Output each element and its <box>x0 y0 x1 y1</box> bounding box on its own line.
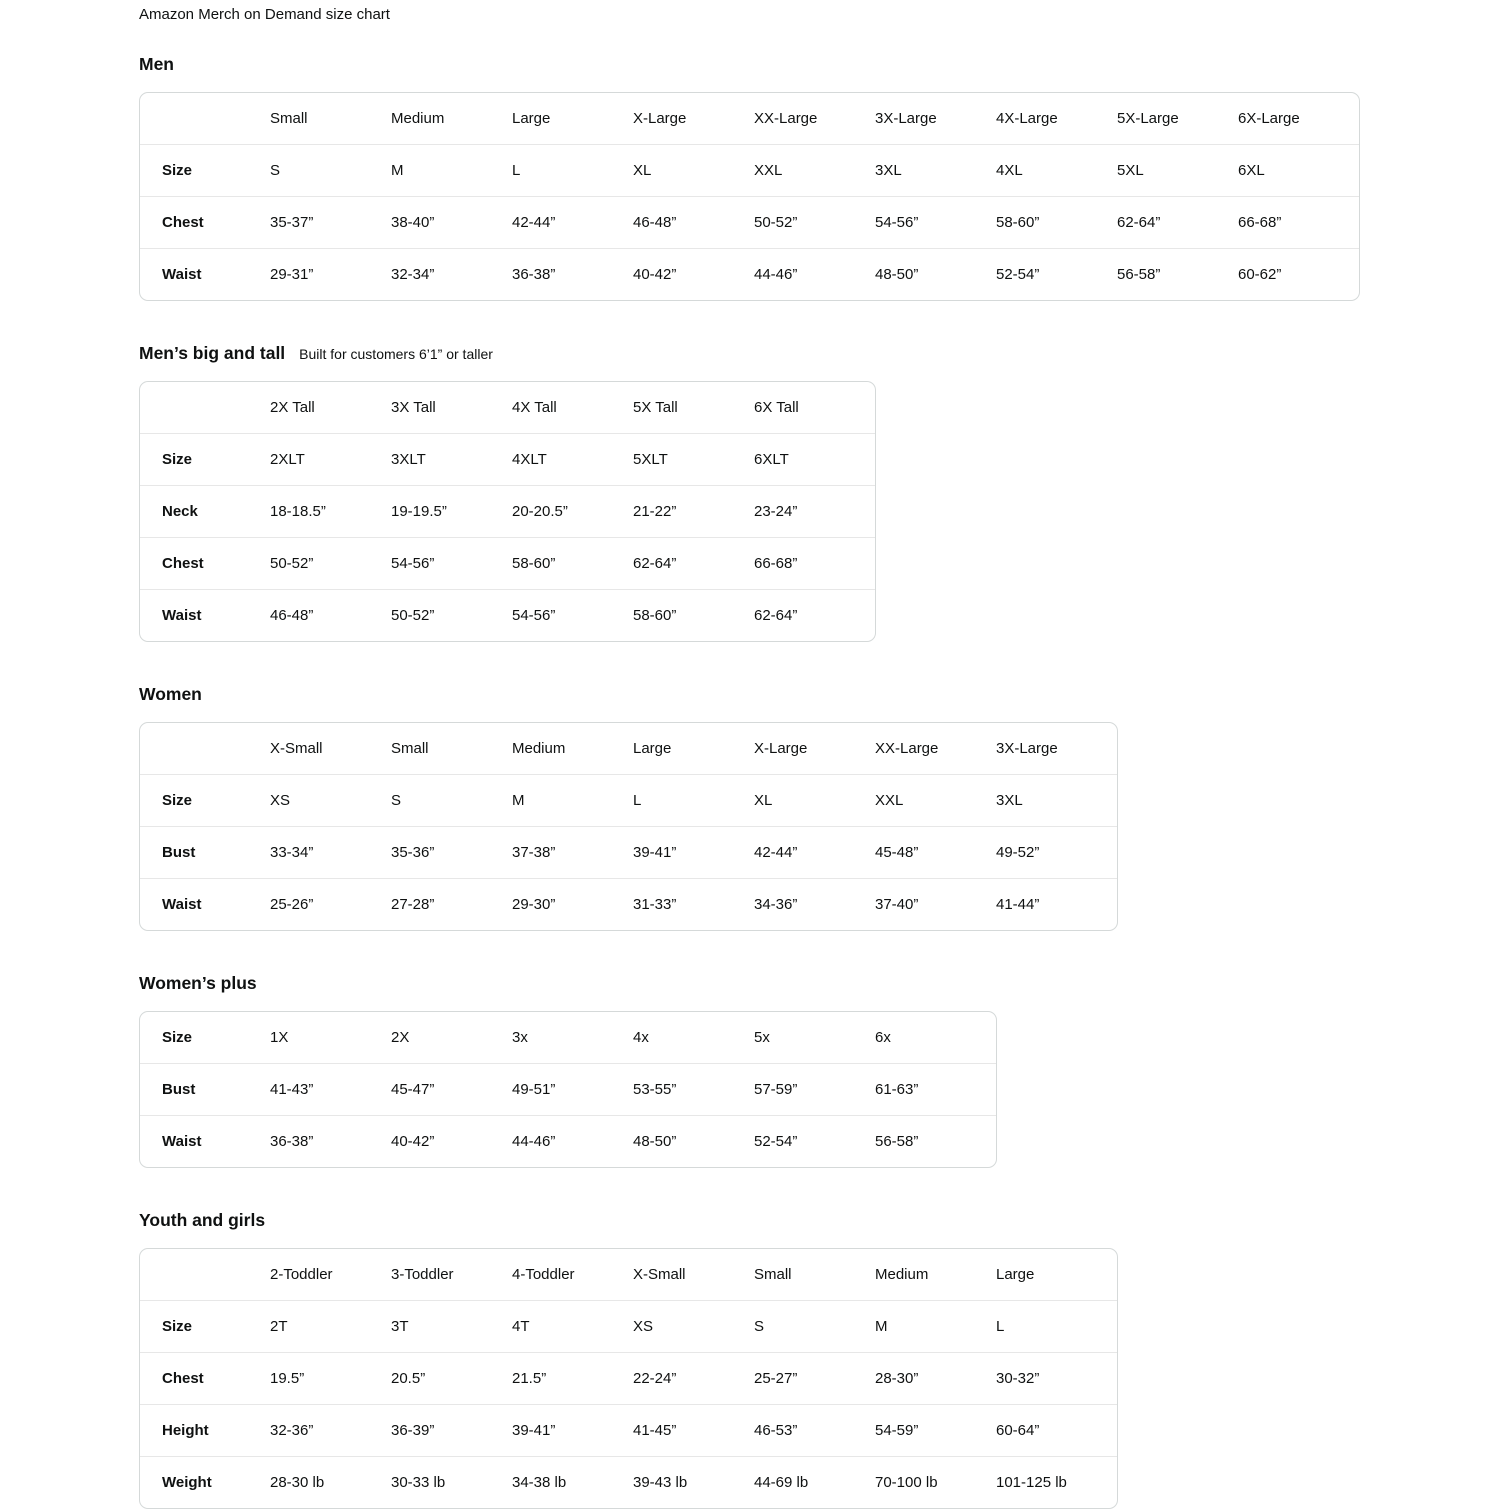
row-label-cell: Size <box>162 451 193 468</box>
corner-cell <box>140 723 270 775</box>
table-row <box>140 1301 1117 1353</box>
value-cell: 66-68” <box>754 555 798 572</box>
value-cell: 30-32” <box>996 1370 1040 1387</box>
column-header-cell: 3X-Large <box>875 110 937 127</box>
row-label-cell: Chest <box>162 555 204 572</box>
value-cell: 37-40” <box>875 896 919 913</box>
value-cell: 39-43 lb <box>633 1474 688 1491</box>
value-cell: 30-33 lb <box>391 1474 446 1491</box>
value-cell: 62-64” <box>754 607 798 624</box>
value-cell: 48-50” <box>875 266 919 283</box>
column-header-cell: 3X-Large <box>996 740 1058 757</box>
table-row <box>140 1116 996 1168</box>
value-cell: XS <box>270 792 291 809</box>
column-header-cell: Medium <box>875 1266 929 1283</box>
column-header-cell: 4X-Large <box>996 110 1058 127</box>
column-header-cell: Large <box>633 740 672 757</box>
row-label-cell: Size <box>162 792 193 809</box>
value-cell: 35-36” <box>391 844 435 861</box>
size-table-men <box>139 92 1360 301</box>
value-cell: 33-34” <box>270 844 314 861</box>
value-cell: 48-50” <box>633 1133 677 1150</box>
value-cell: 32-34” <box>391 266 435 283</box>
value-cell: 40-42” <box>633 266 677 283</box>
value-cell: 3XL <box>875 162 902 179</box>
column-header-cell: 4X Tall <box>512 399 557 416</box>
value-cell: XXL <box>875 792 904 809</box>
value-cell: 56-58” <box>875 1133 919 1150</box>
value-cell: 5x <box>754 1029 770 1046</box>
value-cell: 38-40” <box>391 214 435 231</box>
value-cell: XL <box>754 792 773 809</box>
column-header-cell: 6X-Large <box>1238 110 1300 127</box>
column-header-cell: 2X Tall <box>270 399 315 416</box>
row-label-cell: Waist <box>162 266 202 283</box>
row-label-cell: Waist <box>162 1133 202 1150</box>
value-cell: 50-52” <box>754 214 798 231</box>
value-cell: 36-39” <box>391 1422 435 1439</box>
value-cell: 49-51” <box>512 1081 556 1098</box>
value-cell: L <box>512 162 521 179</box>
value-cell: 41-44” <box>996 896 1040 913</box>
column-header-cell: 3X Tall <box>391 399 436 416</box>
row-label-cell: Bust <box>162 1081 196 1098</box>
column-header-cell: 5X-Large <box>1117 110 1179 127</box>
value-cell: 36-38” <box>270 1133 314 1150</box>
value-cell: 29-31” <box>270 266 314 283</box>
value-cell: 6x <box>875 1029 891 1046</box>
value-cell: 4XLT <box>512 451 547 468</box>
size-table-women <box>139 722 1118 931</box>
value-cell: 20-20.5” <box>512 503 568 520</box>
table-row <box>140 145 1359 197</box>
value-cell: 5XLT <box>633 451 668 468</box>
value-cell: 46-48” <box>270 607 314 624</box>
value-cell: 66-68” <box>1238 214 1282 231</box>
value-cell: 2T <box>270 1318 288 1335</box>
value-cell: 3XL <box>996 792 1023 809</box>
row-label-cell: Size <box>162 1318 193 1335</box>
section-heading <box>139 341 1499 367</box>
value-cell: M <box>875 1318 888 1335</box>
value-cell: 19-19.5” <box>391 503 447 520</box>
value-cell: 54-59” <box>875 1422 919 1439</box>
value-cell: 18-18.5” <box>270 503 326 520</box>
table-row <box>140 1405 1117 1457</box>
value-cell: 46-53” <box>754 1422 798 1439</box>
column-header-cell: 2-Toddler <box>270 1266 333 1283</box>
value-cell: 36-38” <box>512 266 556 283</box>
value-cell: 4XL <box>996 162 1023 179</box>
size-chart-section-women <box>139 682 1499 931</box>
value-cell: 19.5” <box>270 1370 305 1387</box>
value-cell: 62-64” <box>1117 214 1161 231</box>
value-cell: 21.5” <box>512 1370 547 1387</box>
section-heading-text: Men <box>139 54 174 74</box>
section-subtitle-text: Built for customers 6’1” or taller <box>299 346 493 362</box>
column-header-row <box>140 1249 1117 1301</box>
row-label-cell: Size <box>162 162 193 179</box>
value-cell: 58-60” <box>996 214 1040 231</box>
value-cell: 58-60” <box>512 555 556 572</box>
value-cell: 22-24” <box>633 1370 677 1387</box>
table-row <box>140 590 875 642</box>
value-cell: M <box>512 792 525 809</box>
value-cell: 58-60” <box>633 607 677 624</box>
value-cell: 20.5” <box>391 1370 426 1387</box>
corner-cell <box>140 382 270 434</box>
value-cell: 6XLT <box>754 451 789 468</box>
value-cell: 60-62” <box>1238 266 1282 283</box>
value-cell: 1X <box>270 1029 289 1046</box>
column-header-cell: Large <box>512 110 551 127</box>
value-cell: 50-52” <box>270 555 314 572</box>
value-cell: 44-69 lb <box>754 1474 809 1491</box>
value-cell: 28-30” <box>875 1370 919 1387</box>
size-table-grid <box>140 1249 1117 1508</box>
value-cell: 61-63” <box>875 1081 919 1098</box>
table-row <box>140 1064 996 1116</box>
value-cell: 31-33” <box>633 896 677 913</box>
value-cell: XS <box>633 1318 654 1335</box>
value-cell: 70-100 lb <box>875 1474 938 1491</box>
table-row <box>140 827 1117 879</box>
value-cell: 52-54” <box>754 1133 798 1150</box>
value-cell: 44-46” <box>512 1133 556 1150</box>
value-cell: 3x <box>512 1029 528 1046</box>
column-header-cell: X-Large <box>633 110 687 127</box>
value-cell: 60-64” <box>996 1422 1040 1439</box>
table-row <box>140 1012 996 1064</box>
value-cell: 41-45” <box>633 1422 677 1439</box>
column-header-cell: X-Large <box>754 740 808 757</box>
size-chart-sections <box>139 52 1499 1509</box>
size-chart-section-men <box>139 52 1499 301</box>
section-heading <box>139 52 1499 78</box>
value-cell: 39-41” <box>633 844 677 861</box>
value-cell: 101-125 lb <box>996 1474 1067 1491</box>
table-row <box>140 249 1359 301</box>
column-header-cell: 3-Toddler <box>391 1266 454 1283</box>
value-cell: 41-43” <box>270 1081 314 1098</box>
section-heading <box>139 1208 1499 1234</box>
value-cell: 49-52” <box>996 844 1040 861</box>
column-header-cell: Medium <box>512 740 566 757</box>
value-cell: 4T <box>512 1318 530 1335</box>
value-cell: 34-36” <box>754 896 798 913</box>
size-table-womens-plus <box>139 1011 997 1168</box>
section-heading-text: Men’s big and tall <box>139 343 286 363</box>
value-cell: 44-46” <box>754 266 798 283</box>
column-header-cell: XX-Large <box>875 740 939 757</box>
row-label-cell: Neck <box>162 503 198 520</box>
value-cell: 37-38” <box>512 844 556 861</box>
value-cell: 6XL <box>1238 162 1265 179</box>
value-cell: 34-38 lb <box>512 1474 567 1491</box>
value-cell: 53-55” <box>633 1081 677 1098</box>
value-cell: 28-30 lb <box>270 1474 325 1491</box>
table-row <box>140 538 875 590</box>
value-cell: L <box>996 1318 1005 1335</box>
value-cell: 54-56” <box>875 214 919 231</box>
value-cell: 27-28” <box>391 896 435 913</box>
row-label-cell: Waist <box>162 896 202 913</box>
value-cell: 39-41” <box>512 1422 556 1439</box>
table-row <box>140 486 875 538</box>
row-label-cell: Bust <box>162 844 196 861</box>
value-cell: M <box>391 162 404 179</box>
column-header-cell: 6X Tall <box>754 399 799 416</box>
value-cell: 21-22” <box>633 503 677 520</box>
column-header-row <box>140 723 1117 775</box>
section-heading <box>139 682 1499 708</box>
value-cell: 54-56” <box>391 555 435 572</box>
value-cell: XL <box>633 162 652 179</box>
column-header-cell: Large <box>996 1266 1035 1283</box>
value-cell: 35-37” <box>270 214 314 231</box>
value-cell: 2X <box>391 1029 410 1046</box>
size-chart-section-womens-plus <box>139 971 1499 1168</box>
value-cell: 50-52” <box>391 607 435 624</box>
value-cell: 42-44” <box>754 844 798 861</box>
row-label-cell: Size <box>162 1029 193 1046</box>
value-cell: 54-56” <box>512 607 556 624</box>
corner-cell <box>140 93 270 145</box>
table-row <box>140 434 875 486</box>
column-header-cell: Small <box>754 1266 792 1283</box>
row-label-cell: Waist <box>162 607 202 624</box>
value-cell: 57-59” <box>754 1081 798 1098</box>
value-cell: L <box>633 792 642 809</box>
value-cell: 42-44” <box>512 214 556 231</box>
size-table-youth-and-girls <box>139 1248 1118 1509</box>
value-cell: S <box>754 1318 765 1335</box>
value-cell: 29-30” <box>512 896 556 913</box>
row-label-cell: Weight <box>162 1474 212 1491</box>
value-cell: 56-58” <box>1117 266 1161 283</box>
value-cell: 40-42” <box>391 1133 435 1150</box>
value-cell: 2XLT <box>270 451 305 468</box>
section-heading-text: Women’s plus <box>139 973 257 993</box>
value-cell: 32-36” <box>270 1422 314 1439</box>
column-header-cell: 4-Toddler <box>512 1266 575 1283</box>
row-label-cell: Chest <box>162 214 204 231</box>
size-table-grid <box>140 723 1117 930</box>
value-cell: 4x <box>633 1029 649 1046</box>
table-row <box>140 197 1359 249</box>
value-cell: 25-27” <box>754 1370 798 1387</box>
value-cell: 52-54” <box>996 266 1040 283</box>
table-row <box>140 1353 1117 1405</box>
value-cell: 25-26” <box>270 896 314 913</box>
value-cell: 45-47” <box>391 1081 435 1098</box>
value-cell: 62-64” <box>633 555 677 572</box>
value-cell: XXL <box>754 162 783 179</box>
size-table-mens-big-and-tall <box>139 381 876 642</box>
size-table-grid <box>140 382 875 641</box>
value-cell: 23-24” <box>754 503 798 520</box>
value-cell: S <box>391 792 402 809</box>
table-row <box>140 879 1117 931</box>
value-cell: 3XLT <box>391 451 426 468</box>
section-heading <box>139 971 1499 997</box>
size-table-grid <box>140 1012 996 1167</box>
value-cell: 46-48” <box>633 214 677 231</box>
column-header-cell: X-Small <box>633 1266 686 1283</box>
page-title: Amazon Merch on Demand size chart <box>139 6 390 23</box>
table-row <box>140 775 1117 827</box>
value-cell: S <box>270 162 281 179</box>
column-header-row <box>140 93 1359 145</box>
column-header-cell: Small <box>391 740 429 757</box>
size-chart-section-youth-and-girls <box>139 1208 1499 1509</box>
section-heading-text: Youth and girls <box>139 1210 266 1230</box>
value-cell: 5XL <box>1117 162 1144 179</box>
column-header-cell: X-Small <box>270 740 323 757</box>
column-header-row <box>140 382 875 434</box>
value-cell: 45-48” <box>875 844 919 861</box>
column-header-cell: Medium <box>391 110 445 127</box>
column-header-cell: Small <box>270 110 308 127</box>
corner-cell <box>140 1249 270 1301</box>
section-heading-text: Women <box>139 684 202 704</box>
size-chart-section-mens-big-and-tall <box>139 341 1499 642</box>
column-header-cell: XX-Large <box>754 110 818 127</box>
size-table-grid <box>140 93 1359 300</box>
row-label-cell: Height <box>162 1422 209 1439</box>
value-cell: 3T <box>391 1318 409 1335</box>
table-row <box>140 1457 1117 1509</box>
row-label-cell: Chest <box>162 1370 204 1387</box>
column-header-cell: 5X Tall <box>633 399 678 416</box>
